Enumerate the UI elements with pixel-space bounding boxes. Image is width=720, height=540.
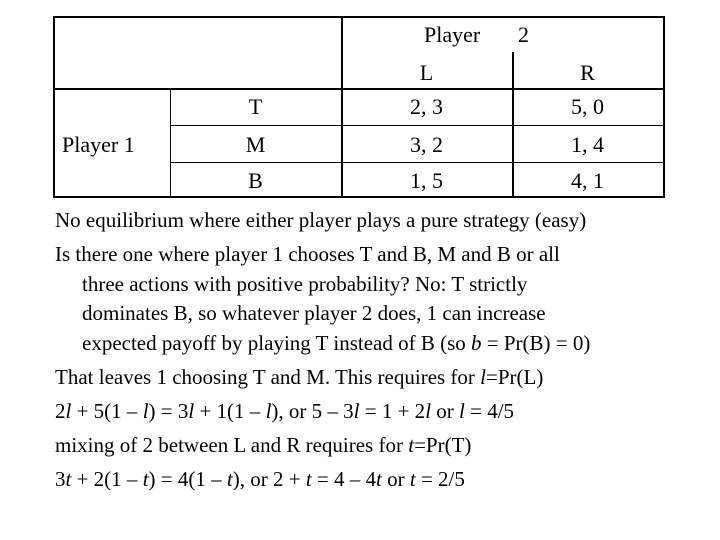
payoff-T-L: 2, 3 [410,94,443,119]
table-left-border [53,16,55,198]
player2-label: Player [424,22,481,47]
text-line-3: three actions with positive probability? No: T strictly [82,272,528,296]
math-text: ), or 5 – 3 [271,399,354,423]
variable-t: t [408,433,415,457]
player2-number: 2 [518,22,529,47]
math-variable: l [425,399,432,423]
row-action-T: T [248,94,263,119]
player1-label: Player 1 [62,132,135,157]
math-text: ) = 3 [148,399,189,423]
table-top-border [53,16,665,18]
table-row-divider-1 [53,88,665,90]
text-line-8 [55,432,471,458]
payoff-M-R: 1, 4 [571,132,604,157]
payoff-M-L: 3, 2 [410,132,443,157]
text-line-1: No equilibrium where either player plays a pure strategy (easy) [55,208,587,232]
math-text: = 1 + 2 [359,399,426,423]
math-text: = 4/5 [464,399,515,423]
text-line-2: Is there one where player 1 chooses T and B, M and B or all [55,242,560,266]
math-text: ), or 2 + [232,467,306,491]
math-variable: t [65,467,72,491]
math-variable: t [226,467,233,491]
variable-l: l [480,365,487,389]
text-line-5-part: expected payoff by playing T instead of B (so [82,331,472,355]
payoff-T-R: 5, 0 [571,94,604,119]
math-variable: t [142,467,149,491]
math-variable: t [376,467,382,491]
math-variable: l [265,399,272,423]
math-text: + 2(1 – [71,467,143,491]
math-text: + 1(1 – [194,399,266,423]
text-line-9 [55,466,465,492]
text-line-6 [55,364,543,390]
column-header-L: L [419,60,434,85]
math-text: = 4 – 4 [311,467,376,491]
math-variable: t [305,467,312,491]
text-line-7 [55,398,514,424]
math-variable: l [459,399,465,423]
table-row-divider-2 [170,125,665,126]
math-variable: l [188,399,195,423]
math-variable: t [409,467,416,491]
table-bottom-border [53,196,665,198]
payoff-B-L: 1, 5 [410,168,443,193]
column-header-R: R [580,60,595,85]
text-line-6-part: That leaves 1 choosing T and M. This requires for [55,365,481,389]
table-row-divider-3 [170,162,665,163]
math-text: = 2/5 [415,467,465,491]
math-text: or [381,467,410,491]
math-text: + 5(1 – [71,399,143,423]
payoff-B-R: 4, 1 [571,168,604,193]
math-text: or [431,399,460,423]
row-action-B: B [248,168,263,193]
text-line-4: dominates B, so whatever player 2 does, 1 can increase [82,301,546,325]
text-line-6-part: =Pr(L) [486,365,544,389]
text-line-8-part: mixing of 2 between L and R requires for [55,433,409,457]
math-text: ) = 4(1 – [148,467,227,491]
math-variable: l [65,399,72,423]
table-right-border [663,16,665,198]
math-text: 3 [55,467,66,491]
math-text: 2 [55,399,66,423]
variable-b: b [471,331,482,355]
row-action-M: M [245,132,266,157]
text-line-8-part: =Pr(T) [414,433,472,457]
text-line-5 [82,330,590,356]
math-variable: l [353,399,360,423]
text-line-5-part: = Pr(B) = 0) [481,331,591,355]
math-variable: l [142,399,149,423]
